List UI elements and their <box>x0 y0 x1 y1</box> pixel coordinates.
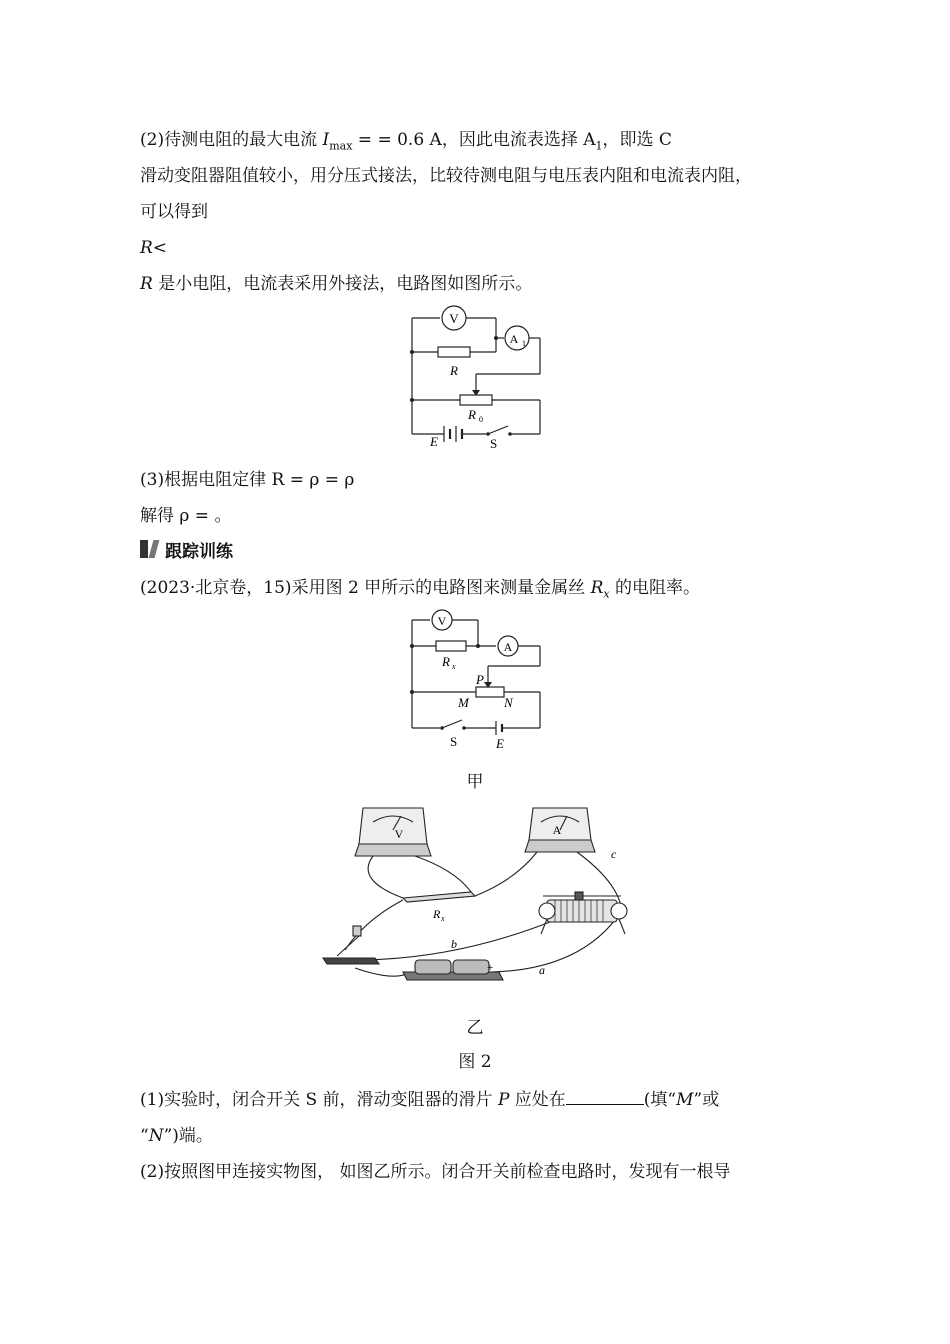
figure-caption: 图 2 <box>458 1052 492 1072</box>
paragraph-line-8: (2023·北京卷，15)采用图 2 甲所示的电路图来测量金属丝 $R_x$ 的电阻率。 <box>140 578 701 601</box>
slider-p-label: P <box>476 672 484 687</box>
wire-c-label: c <box>611 847 617 861</box>
end-n-label: N <box>504 695 513 710</box>
ammeter-label: A <box>552 823 562 837</box>
svg-text:0: 0 <box>479 415 483 424</box>
circuit-diagram-2 <box>400 608 560 758</box>
wire-a-label: a <box>539 963 545 977</box>
paragraph-line-6: (3)根据电阻定律 R = ρ = ρ <box>140 470 355 490</box>
apparatus-drawing <box>315 800 645 1000</box>
question-1-line-2: “N”)端。 <box>140 1126 213 1146</box>
section-title: 跟踪训练 <box>165 541 233 562</box>
switch-label: S <box>450 734 458 749</box>
resistor-rx-label: R <box>442 654 450 669</box>
svg-text:x: x <box>452 662 456 671</box>
paragraph-line-7: 解得 ρ = 。 <box>140 506 232 526</box>
ammeter-label: A <box>503 640 513 654</box>
paragraph-line-4: R< <box>140 238 168 258</box>
battery-label: E <box>430 434 438 449</box>
svg-text:1: 1 <box>522 339 526 348</box>
ammeter-label: A <box>509 332 519 346</box>
caption-jia: 甲 <box>466 772 484 792</box>
section-marker-icon-2 <box>149 540 160 558</box>
wire-b-label: b <box>451 937 457 951</box>
section-header <box>140 538 233 560</box>
question-2-line-1: (2)按照图甲连接实物图， 如图乙所示。闭合开关前检查电路时，发现有一根导 <box>140 1162 731 1182</box>
switch-label: S <box>490 436 498 451</box>
voltmeter-label: V <box>394 827 404 841</box>
answer-blank[interactable] <box>566 1086 644 1105</box>
voltmeter-label: V <box>437 614 447 628</box>
paragraph-line-3: 可以得到 <box>140 202 208 222</box>
battery-plus-label: + <box>487 962 494 974</box>
rx-label: R <box>433 907 441 921</box>
paragraph-line-1: (2)待测电阻的最大电流 $I_{max}$ = = 0.6 A，因此电流表选择 $A_1$，即选 C <box>140 130 672 153</box>
svg-text:x: x <box>441 914 445 923</box>
paragraph-line-5: R 是小电阻，电流表采用外接法，电路图如图所示。 <box>140 274 533 294</box>
paragraph-line-2: 滑动变阻器阻值较小，用分压式接法，比较待测电阻与电压表内阻和电流表内阻， <box>140 166 752 186</box>
voltmeter-label: V <box>449 311 459 326</box>
battery-label: E <box>496 736 504 751</box>
section-marker-icon <box>140 540 148 558</box>
circuit-diagram-1 <box>400 304 560 454</box>
caption-yi: 乙 <box>466 1018 484 1038</box>
question-1-line-1: (1)实验时，闭合开关 S 前，滑动变阻器的滑片 P 应处在 (填“M”或 <box>140 1086 719 1112</box>
rheostat-r0-label: R <box>468 407 476 422</box>
resistor-r-label: R <box>450 363 458 378</box>
end-m-label: M <box>458 695 469 710</box>
